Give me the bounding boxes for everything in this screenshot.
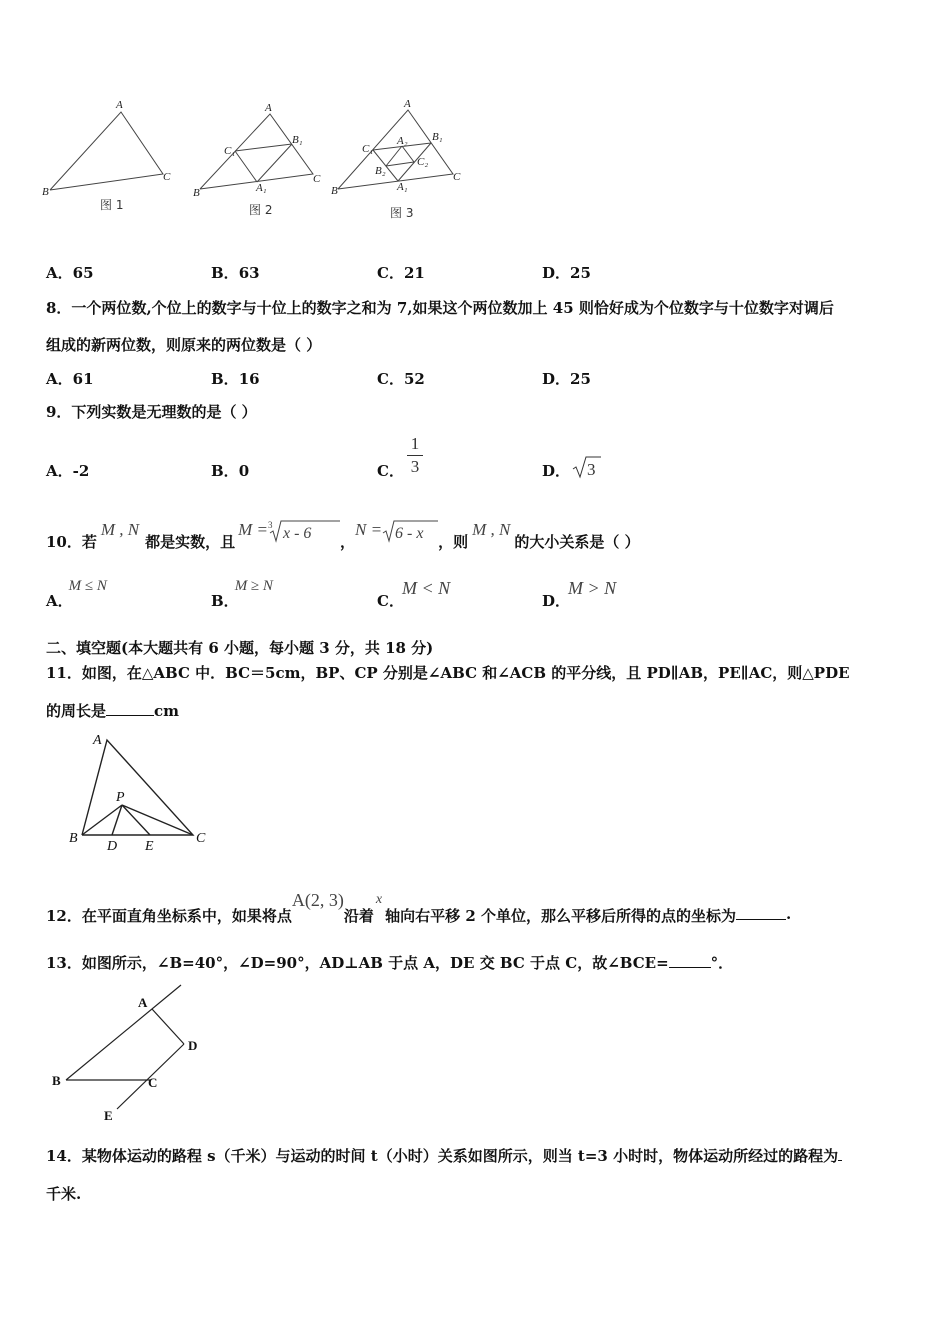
- option-text: 21: [403, 264, 425, 282]
- q7-option-c[interactable]: [377, 262, 425, 283]
- q8-stem-line2: 组成的新两位数，则原来的两位数是（ ）: [46, 336, 322, 354]
- fig2-segment-c1a1: [235, 151, 257, 182]
- q10-sqrt: [382, 520, 438, 542]
- fig2-label-a1: A₁: [256, 182, 267, 194]
- option-letter: D．: [542, 370, 571, 388]
- option-text: 61: [72, 370, 94, 388]
- q9-option-c[interactable]: [377, 460, 404, 481]
- q14-stem-line2: 千米.: [46, 1185, 82, 1203]
- q8-option-c[interactable]: [377, 368, 425, 389]
- fig2-segment-a1b1: [257, 144, 292, 182]
- q10-option-a[interactable]: [46, 578, 107, 611]
- q8-stem-line1: 8．一个两位数,个位上的数字与十位上的数字之和为 7,如果这个两位数加上 45 则恰好成为个位数字与十位数字对调后: [46, 299, 834, 317]
- option-letter: A．: [46, 462, 73, 480]
- q7-option-b[interactable]: [211, 262, 260, 283]
- label-a: A: [138, 995, 148, 1010]
- q9-sqrt-sign: [572, 455, 602, 481]
- option-letter: B．: [211, 592, 239, 610]
- label-c: C: [148, 1075, 158, 1090]
- q8-option-b[interactable]: [211, 368, 260, 389]
- q14-line1-text: 14．某物体运动的路程 s（千米）与运动的时间 t（小时）关系如图所示，则当 t=3 小时时，物体运动所经过的路程为: [46, 1147, 839, 1165]
- q9-fraction: [406, 434, 424, 477]
- q10-option-c[interactable]: [377, 578, 450, 611]
- q10-suffix: 的大小关系是（ ）: [514, 533, 640, 551]
- option-text: M ≥ N: [234, 578, 273, 594]
- fig3-caption: 图 3: [390, 206, 414, 220]
- q11-figure: [60, 728, 230, 858]
- q10-vars2: M , N: [472, 520, 511, 539]
- label-b: B: [52, 1073, 61, 1088]
- option-text: -2: [72, 462, 90, 480]
- option-text: 52: [403, 370, 425, 388]
- option-letter: C．: [377, 592, 404, 610]
- q13-stem: [46, 952, 733, 973]
- q9-option-d[interactable]: [542, 460, 570, 481]
- q13-figure: [46, 982, 226, 1127]
- q7-option-a[interactable]: [46, 262, 94, 283]
- q11-stem-line1: 11．如图，在△ABC 中．BC＝5cm，BP、CP 分别是∠ABC 和∠ACB 的平分线，且 PD∥AB，PE∥AC，则△PDE: [46, 664, 850, 682]
- option-text: 65: [72, 264, 94, 282]
- fig1-label-b: B: [42, 186, 49, 198]
- sqrt-radicand: 6 - x: [395, 525, 424, 542]
- fig3-label-a2: A₂: [397, 135, 408, 147]
- fraction-bar: [407, 455, 423, 456]
- option-letter: D．: [542, 264, 571, 282]
- option-text: M ≤ N: [68, 578, 107, 594]
- option-text: 63: [238, 264, 260, 282]
- fig1-triangle: [50, 112, 163, 190]
- q12-stem: [46, 890, 791, 926]
- fig1-label-a: A: [116, 99, 123, 111]
- fig2-triangle: [200, 114, 313, 189]
- option-letter: B．: [211, 370, 239, 388]
- q10-eq-m-lhs: M =: [238, 520, 269, 539]
- fig1-label-c: C: [163, 171, 171, 183]
- option-letter: C．: [377, 462, 404, 480]
- option-letter: B．: [211, 264, 239, 282]
- q9-option-b[interactable]: [211, 460, 249, 481]
- q12-prefix: 12．在平面直角坐标系中，如果将点: [46, 907, 292, 925]
- q13-suffix: °．: [710, 954, 734, 972]
- fig2-caption: 图 2: [249, 203, 273, 217]
- q10-option-b[interactable]: [211, 578, 273, 611]
- fraction-numerator: 1: [410, 434, 420, 453]
- option-letter: C．: [377, 370, 404, 388]
- q10-mid1: 都是实数，且: [145, 533, 236, 551]
- fig2-segment-c1b1: [235, 144, 292, 151]
- q10-mid2: ，则: [438, 533, 469, 551]
- option-letter: D．: [542, 592, 571, 610]
- q10-stem: [46, 520, 640, 552]
- fraction-denominator: 3: [410, 457, 420, 476]
- q13-prefix: 13．如图所示，∠B=40°，∠D=90°，AD⊥AB 于点 A，DE 交 BC 于点 C，故∠BCE=: [46, 954, 669, 972]
- label-e: E: [145, 839, 154, 854]
- label-p: P: [116, 790, 125, 805]
- q9-option-a[interactable]: [46, 460, 89, 481]
- q14-answer-blank[interactable]: [838, 1146, 842, 1161]
- q12-mid: 沿着: [343, 907, 374, 925]
- label-d: D: [107, 839, 118, 854]
- label-c: C: [196, 831, 206, 846]
- cbrt-radicand: x - 6: [283, 525, 312, 542]
- q12-axis: x: [375, 892, 383, 907]
- section-heading: 二、填空题(本大题共有 6 小题，每小题 3 分，共 18 分): [46, 639, 434, 657]
- segment-ad: [152, 1009, 184, 1044]
- q10-option-d[interactable]: [542, 578, 616, 611]
- q10-comma: ，: [340, 533, 356, 551]
- q10-vars: M , N: [100, 520, 140, 539]
- segment-pe: [122, 805, 150, 835]
- option-letter: B．: [211, 462, 239, 480]
- q10-eq-n-lhs: N =: [355, 520, 383, 539]
- fig2-label-c1: C₁: [224, 145, 236, 157]
- option-text: 25: [570, 264, 591, 282]
- fig3-segment-a2c2: [402, 146, 414, 162]
- segment-cp: [122, 805, 193, 835]
- cbrt-index: 3: [268, 520, 273, 530]
- line-ba-extended: [66, 985, 181, 1080]
- q9-stem: 9．下列实数是无理数的是（ ）: [46, 403, 257, 421]
- q7-option-d[interactable]: [542, 262, 591, 283]
- option-letter: C．: [377, 264, 404, 282]
- q8-option-a[interactable]: [46, 368, 94, 389]
- option-text: M > N: [568, 578, 617, 598]
- option-letter: A．: [46, 592, 73, 610]
- option-letter: D．: [542, 462, 571, 480]
- fig2-label-b: B: [193, 187, 200, 199]
- fig3-label-c: C: [453, 171, 461, 183]
- fig2-label-a: A: [265, 102, 272, 114]
- q12-answer-blank[interactable]: [736, 905, 786, 920]
- q8-option-d[interactable]: [542, 368, 591, 389]
- option-letter: A．: [46, 264, 73, 282]
- label-a: A: [93, 733, 102, 748]
- fig3-label-c1: C₁: [362, 143, 374, 155]
- option-text: 16: [238, 370, 260, 388]
- label-e: E: [104, 1108, 113, 1123]
- fig3-label-c2: C₂: [417, 156, 429, 168]
- sqrt-radicand: 3: [587, 460, 596, 479]
- q10-prefix: 10．若: [46, 533, 97, 551]
- fig3-label-a1: A₁: [397, 181, 408, 193]
- fig3-segment-a2b2: [386, 146, 402, 166]
- fig2-label-b1: B₁: [292, 134, 303, 146]
- option-text: 25: [570, 370, 591, 388]
- option-text: 0: [238, 462, 250, 480]
- q11-stem-line2: [46, 700, 179, 721]
- q14-stem-line1: [46, 1145, 842, 1166]
- q12-end: .: [786, 905, 792, 923]
- q13-answer-blank[interactable]: [669, 953, 711, 968]
- fig3-label-a: A: [404, 98, 411, 110]
- q10-cbrt: [268, 520, 340, 542]
- fig3-segment-b2c2: [386, 162, 414, 166]
- label-b: B: [69, 831, 78, 846]
- q11-line2-prefix: 的周长是: [46, 702, 107, 720]
- q12-point: A(2, 3): [291, 890, 344, 910]
- q11-answer-blank[interactable]: [106, 701, 154, 716]
- option-letter: A．: [46, 370, 73, 388]
- label-d: D: [188, 1038, 198, 1053]
- fig2-label-c: C: [313, 173, 321, 185]
- q12-suffix: 轴向右平移 2 个单位，那么平移后所得的点的坐标为: [385, 907, 737, 925]
- q11-line2-suffix: cm: [154, 702, 180, 720]
- fig3-label-b1: B₁: [432, 131, 443, 143]
- fig3-label-b: B: [331, 185, 338, 197]
- fig1-caption: 图 1: [100, 198, 124, 212]
- option-text: M < N: [401, 578, 451, 598]
- fig3-label-b2: B₂: [375, 165, 386, 177]
